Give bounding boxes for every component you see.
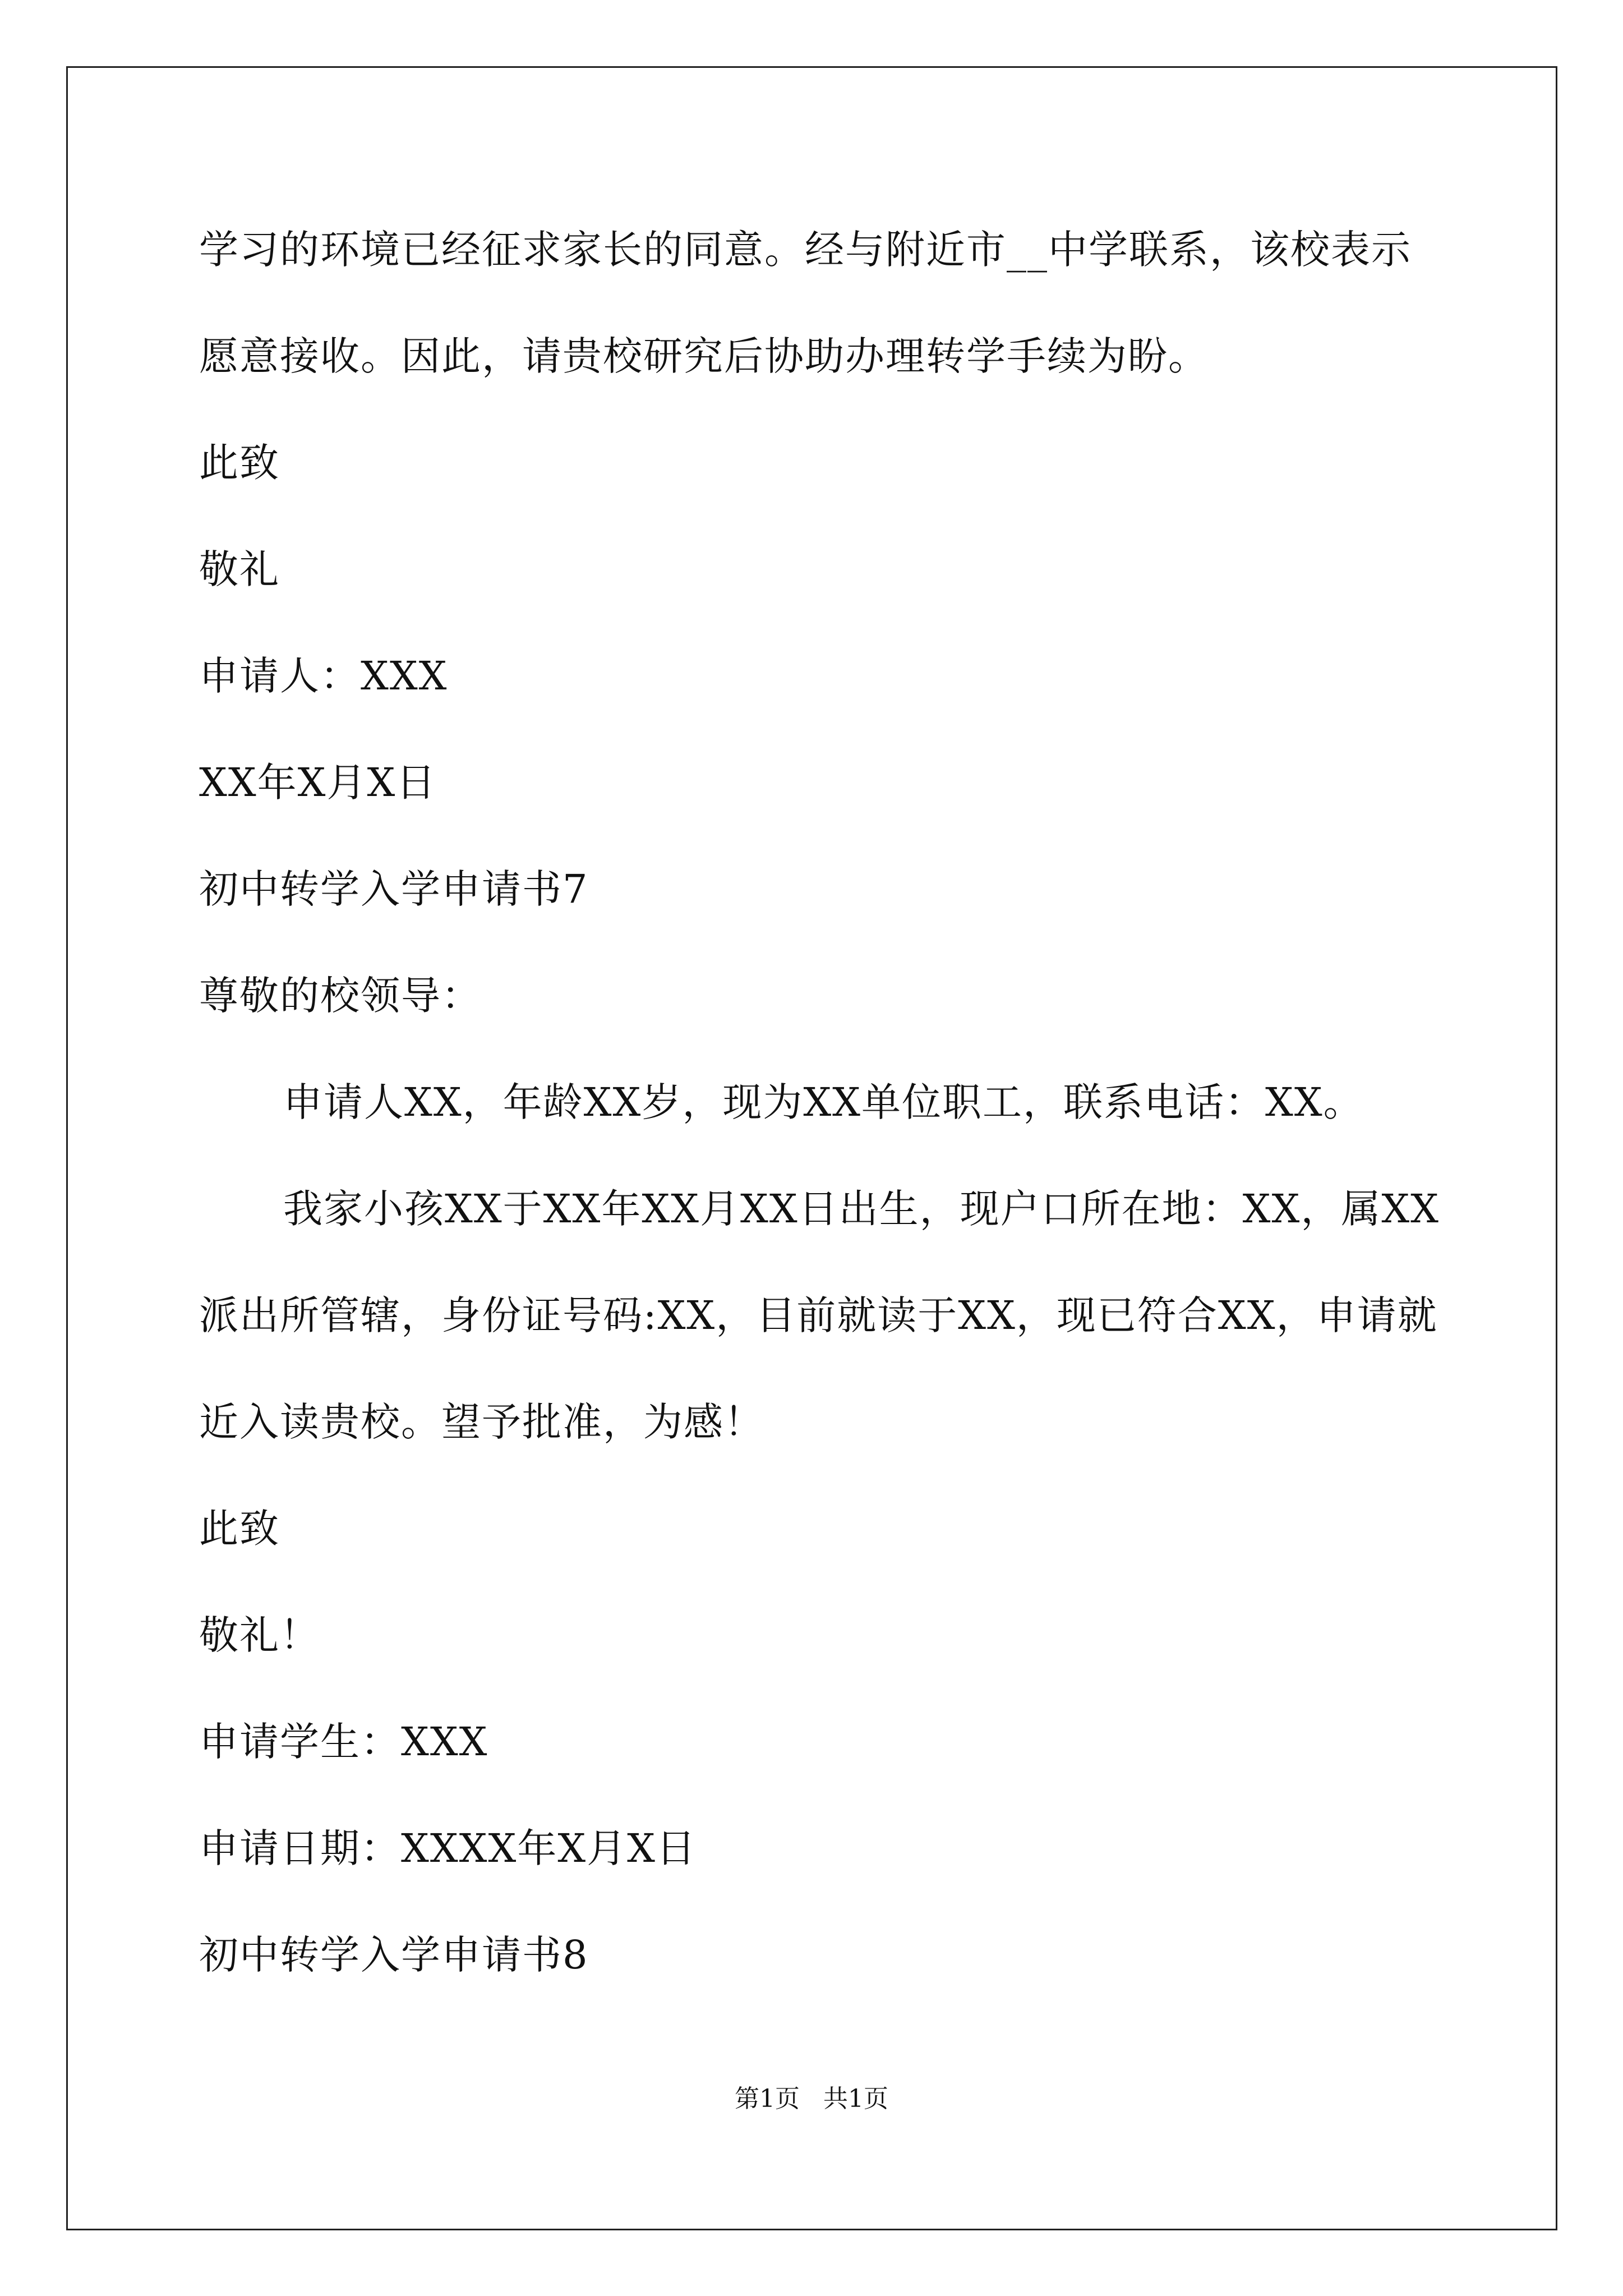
section-title: 初中转学入学申请书7	[199, 866, 589, 912]
closing-salutation: 此致	[199, 440, 280, 486]
student-name: 申请学生：XXX	[199, 1719, 488, 1765]
page-footer: 第1页 共1页	[735, 2085, 888, 2113]
section-title: 初中转学入学申请书8	[199, 1932, 589, 1978]
application-date: XX年X月X日	[199, 760, 437, 806]
body-text-line: 学习的环境已经征求家长的同意。经与附近市__中学联系，该校表示	[199, 227, 1412, 273]
body-text-line: 愿意接收。因此，请贵校研究后协助办理转学手续为盼。	[199, 333, 1209, 379]
closing-regards: 敬礼	[199, 546, 280, 592]
body-text-line: 近入读贵校。望予批准，为感！	[199, 1399, 764, 1445]
closing-salutation: 此致	[199, 1506, 280, 1552]
body-text-line: 派出所管辖，身份证号码:XX，目前就读于XX，现已符合XX，申请就	[199, 1292, 1438, 1338]
application-date: 申请日期：XXXX年X月X日	[199, 1825, 697, 1871]
greeting: 尊敬的校领导：	[199, 973, 482, 1019]
applicant-name: 申请人：XXX	[199, 653, 448, 699]
page-border	[66, 66, 1557, 2230]
body-text-line: 申请人XX，年龄XX岁，现为XX单位职工，联系电话：XX。	[283, 1079, 1364, 1125]
body-text-line: 我家小孩XX于XX年XX月XX日出生，现户口所在地：XX，属XX	[283, 1186, 1440, 1232]
closing-regards: 敬礼！	[199, 1612, 320, 1658]
